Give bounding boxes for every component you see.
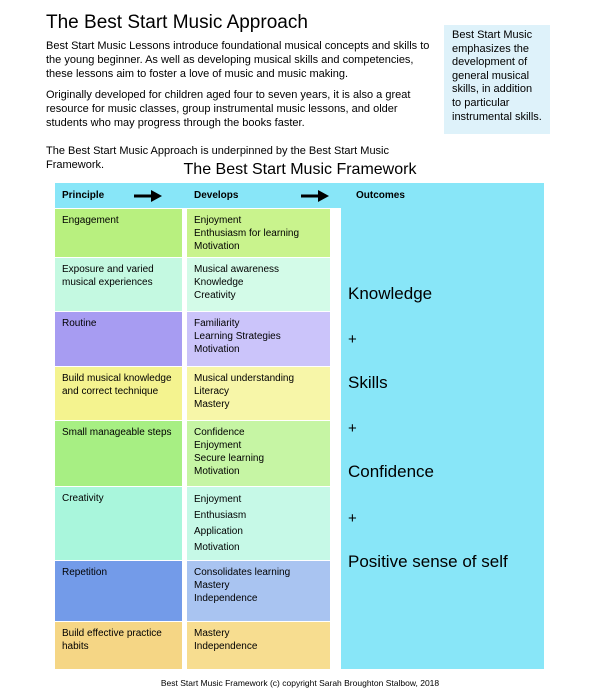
outcome-plus: + [348,331,357,348]
principle-cell [55,258,182,311]
develops-item: Enthusiasm [194,510,247,521]
develops-cell [187,487,330,560]
develops-item: Mastery [194,580,230,591]
develops-item: Independence [194,641,258,652]
principle-label: Build effective practice habits [62,628,162,652]
intro-paragraph-2: Originally developed for children aged four to seven years, it is also a great resource for music classes, group instrumental music lessons, and older students who may progress through the books faster. [46,89,411,129]
outcome-positive-sense-of-self: Positive sense of self [348,552,508,571]
develops-item: Enjoyment [194,440,242,451]
outcomes-header: Outcomes [356,190,405,201]
develops-item: Motivation [194,542,240,553]
develops-item: Enjoyment [194,215,242,226]
develops-item: Independence [194,593,258,604]
develops-item: Musical awareness [194,264,280,275]
develops-item: Literacy [194,386,230,397]
develops-item: Secure learning [194,453,265,464]
develops-item: Motivation [194,241,240,252]
develops-cell [187,312,330,366]
principle-cell [55,622,182,669]
principle-cell [55,561,182,621]
outcome-confidence: Confidence [348,462,435,481]
framework-title: The Best Start Music Framework [183,161,417,178]
outcome-plus: + [348,510,357,527]
principle-header: Principle [62,190,105,201]
outcome-skills: Skills [348,373,388,392]
principle-label: Routine [62,318,97,329]
develops-item: Musical understanding [194,373,295,384]
principle-cell [55,487,182,560]
principle-label: Repetition [62,567,108,578]
intro-paragraph-1: Best Start Music Lessons introduce foundational musical concepts and skills to the young beginner. As well as developing musical skills and competencies, these lessons aim to foster a love of music and music making. [46,40,430,80]
develops-item: Application [194,526,243,537]
principle-label: Exposure and varied musical experiences [62,264,154,288]
principle-label: Build musical knowledge and correct technique [62,373,172,397]
principle-label: Small manageable steps [62,427,172,438]
principle-cell [55,312,182,366]
outcomes-column [341,183,544,669]
develops-item: Enjoyment [194,494,242,505]
develops-header: Develops [194,190,239,201]
develops-item: Motivation [194,466,240,477]
develops-cell [187,258,330,311]
page-title: The Best Start Music Approach [46,12,308,33]
sidebar-callout: Best Start Music emphasizes the development of general musical skills, in addition to particular instrumental skills. [444,25,550,134]
develops-cell [187,209,330,257]
develops-cell [187,421,330,486]
arrow-right-icon [301,190,329,202]
principle-label: Creativity [62,493,104,504]
develops-item: Familiarity [194,318,240,329]
principle-cell [55,209,182,257]
principle-cell [55,367,182,420]
develops-item: Learning Strategies [194,331,281,342]
develops-item: Enthusiasm for learning [194,228,300,239]
develops-item: Consolidates learning [194,567,291,578]
develops-item: Confidence [194,427,245,438]
develops-item: Knowledge [194,277,244,288]
copyright-footer: Best Start Music Framework (c) copyright Sarah Broughton Stalbow, 2018 [160,678,440,688]
outcome-plus: + [348,420,357,437]
develops-cell [187,367,330,420]
develops-item: Mastery [194,628,230,639]
develops-cell [187,561,330,621]
develops-item: Motivation [194,344,240,355]
develops-item: Creativity [194,290,236,301]
arrow-right-icon [134,190,162,202]
develops-item: Mastery [194,399,230,410]
principle-label: Engagement [62,215,119,226]
principle-cell [55,421,182,486]
intro-paragraph-3: The Best Start Music Approach is underpinned by the Best Start Music Framework. [46,145,390,171]
outcome-knowledge: Knowledge [348,284,433,303]
develops-cell [187,622,330,669]
